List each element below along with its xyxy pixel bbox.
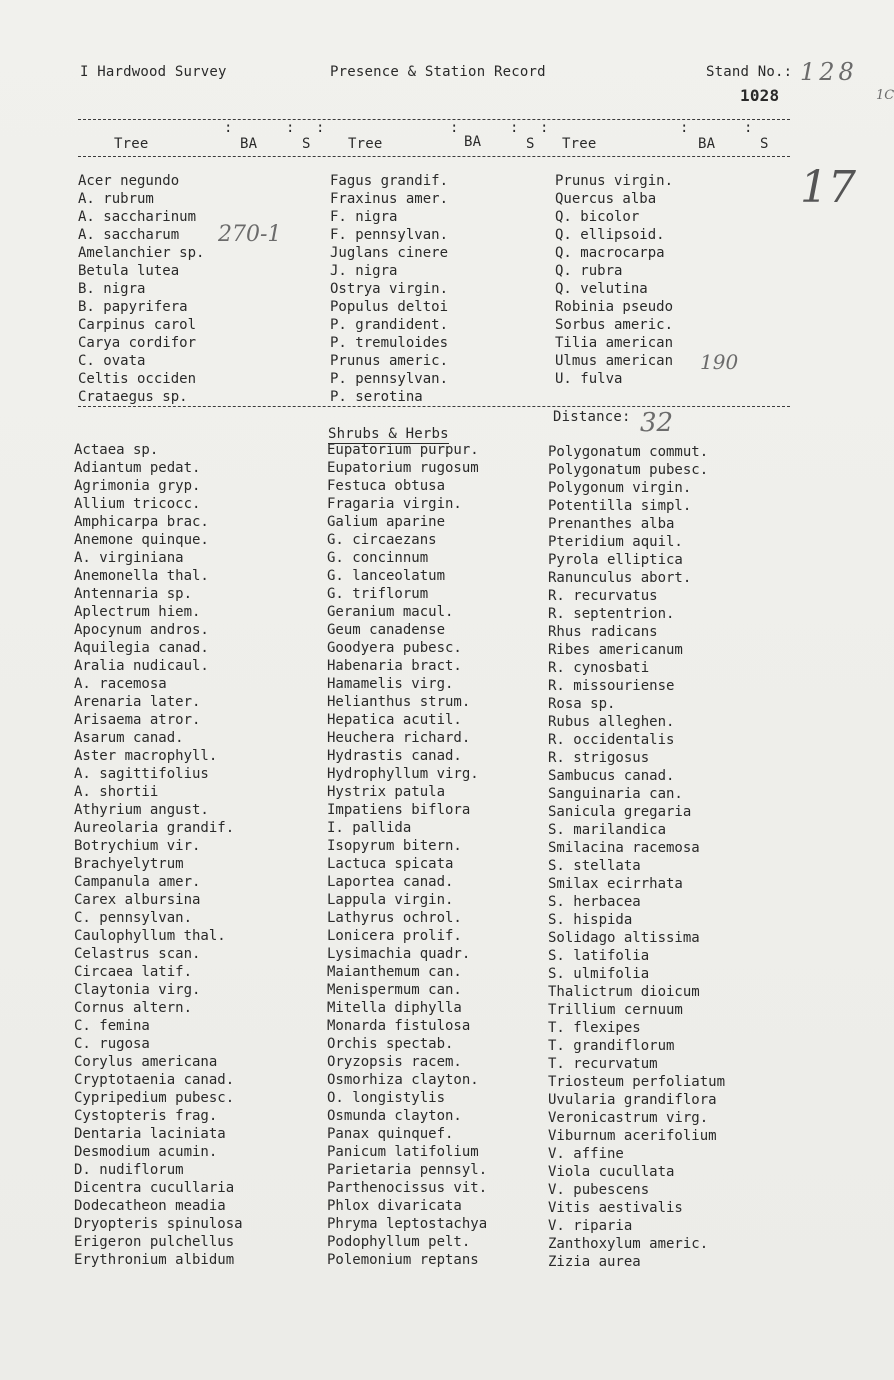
species-entry: Habenaria bract. — [327, 658, 462, 674]
species-entry: Erythronium albidum — [74, 1252, 235, 1268]
species-entry: Fagus grandif. — [330, 173, 449, 189]
species-entry: A. saccharinum — [78, 209, 197, 225]
species-entry: Carex albursina — [74, 892, 201, 908]
species-entry: T. flexipes — [548, 1020, 641, 1036]
species-entry: Uvularia grandiflora — [548, 1092, 717, 1108]
species-entry: Fragaria virgin. — [327, 496, 462, 512]
species-entry: Lappula virgin. — [327, 892, 454, 908]
species-entry: P. grandident. — [330, 317, 449, 333]
species-entry: Ulmus american — [555, 353, 674, 369]
header-colon: : — [450, 120, 459, 136]
species-entry: Polemonium reptans — [327, 1252, 479, 1268]
header-colon: : — [510, 120, 519, 136]
species-entry: Cornus altern. — [74, 1000, 193, 1016]
species-entry: Q. rubra — [555, 263, 623, 279]
header-colon: : — [744, 120, 753, 136]
species-entry: Pyrola elliptica — [548, 552, 683, 568]
species-entry: Hystrix patula — [327, 784, 446, 800]
species-entry: Caulophyllum thal. — [74, 928, 226, 944]
species-entry: Cryptotaenia canad. — [74, 1072, 235, 1088]
species-entry: Sambucus canad. — [548, 768, 675, 784]
species-entry: F. nigra — [330, 209, 398, 225]
species-entry: A. shortii — [74, 784, 159, 800]
species-entry: Hydrastis canad. — [327, 748, 462, 764]
species-entry: Maianthemum can. — [327, 964, 462, 980]
species-entry: Amphicarpa brac. — [74, 514, 209, 530]
species-entry: Galium aparine — [327, 514, 446, 530]
species-entry: Adiantum pedat. — [74, 460, 201, 476]
species-entry: Erigeron pulchellus — [74, 1234, 235, 1250]
species-entry: Sanguinaria can. — [548, 786, 683, 802]
species-entry: C. pennsylvan. — [74, 910, 193, 926]
species-entry: Festuca obtusa — [327, 478, 446, 494]
species-entry: Celastrus scan. — [74, 946, 201, 962]
species-entry: Eupatorium rugosum — [327, 460, 479, 476]
species-entry: C. ovata — [78, 353, 146, 369]
species-entry: P. tremuloides — [330, 335, 449, 351]
species-entry: C. femina — [74, 1018, 150, 1034]
species-entry: Panicum latifolium — [327, 1144, 479, 1160]
species-entry: J. nigra — [330, 263, 398, 279]
species-entry: Veronicastrum virg. — [548, 1110, 709, 1126]
species-entry: G. triflorum — [327, 586, 429, 602]
s-header-1: S — [302, 136, 311, 152]
species-entry: Prunus virgin. — [555, 173, 674, 189]
species-entry: Carya cordifor — [78, 335, 197, 351]
species-entry: Viburnum acerifolium — [548, 1128, 717, 1144]
species-entry: Dodecatheon meadia — [74, 1198, 226, 1214]
species-entry: Anemonella thal. — [74, 568, 209, 584]
species-entry: Parthenocissus vit. — [327, 1180, 488, 1196]
species-entry: I. pallida — [327, 820, 412, 836]
species-entry: S. hispida — [548, 912, 633, 928]
species-entry: Crataegus sp. — [78, 389, 188, 405]
species-entry: Pteridium aquil. — [548, 534, 683, 550]
species-entry: Fraxinus amer. — [330, 191, 449, 207]
species-entry: Tilia american — [555, 335, 674, 351]
species-entry: Heuchera richard. — [327, 730, 471, 746]
distance-label: Distance: — [553, 409, 631, 425]
species-entry: T. recurvatum — [548, 1056, 658, 1072]
species-entry: Q. bicolor — [555, 209, 640, 225]
header-colon: : — [224, 120, 233, 136]
note-ulmus: 190 — [700, 350, 739, 374]
species-entry: Hepatica acutil. — [327, 712, 462, 728]
species-entry: Solidago altissima — [548, 930, 700, 946]
species-entry: Trillium cernuum — [548, 1002, 683, 1018]
note-right-margin: 17 — [800, 162, 856, 213]
stand-label: Stand No.: — [706, 64, 793, 80]
species-entry: Osmorhiza clayton. — [327, 1072, 479, 1088]
record-title: Presence & Station Record — [330, 64, 546, 80]
species-entry: Thalictrum dioicum — [548, 984, 700, 1000]
header-colon: : — [286, 120, 295, 136]
survey-title: I Hardwood Survey — [80, 64, 227, 80]
header-colon: : — [540, 120, 549, 136]
species-entry: Arisaema atror. — [74, 712, 201, 728]
species-entry: R. cynosbati — [548, 660, 650, 676]
species-entry: Goodyera pubesc. — [327, 640, 462, 656]
species-entry: Amelanchier sp. — [78, 245, 205, 261]
species-entry: Podophyllum pelt. — [327, 1234, 471, 1250]
species-entry: Impatiens biflora — [327, 802, 471, 818]
note-acer-saccharum: 270-1 — [218, 222, 282, 247]
species-entry: Ribes americanum — [548, 642, 683, 658]
species-entry: Aplectrum hiem. — [74, 604, 201, 620]
species-entry: A. racemosa — [74, 676, 167, 692]
species-entry: G. lanceolatum — [327, 568, 446, 584]
species-entry: Allium tricocc. — [74, 496, 201, 512]
species-entry: Q. macrocarpa — [555, 245, 665, 261]
species-entry: R. recurvatus — [548, 588, 658, 604]
species-entry: Polygonum virgin. — [548, 480, 692, 496]
species-entry: Lactuca spicata — [327, 856, 454, 872]
species-entry: A. rubrum — [78, 191, 154, 207]
header-colon: : — [316, 120, 325, 136]
species-entry: O. longistylis — [327, 1090, 446, 1106]
species-entry: R. occidentalis — [548, 732, 675, 748]
rule-header-bottom — [78, 156, 790, 157]
species-entry: Desmodium acumin. — [74, 1144, 218, 1160]
species-entry: Campanula amer. — [74, 874, 201, 890]
species-entry: R. strigosus — [548, 750, 650, 766]
ba-header-1: BA — [240, 136, 258, 152]
species-entry: Polygonatum commut. — [548, 444, 709, 460]
ba-header-3: BA — [698, 136, 716, 152]
species-entry: Vitis aestivalis — [548, 1200, 683, 1216]
species-entry: Cypripedium pubesc. — [74, 1090, 235, 1106]
species-entry: Prunus americ. — [330, 353, 449, 369]
species-entry: A. sagittifolius — [74, 766, 209, 782]
tree-header-3: Tree — [562, 136, 597, 152]
species-entry: Q. ellipsoid. — [555, 227, 665, 243]
species-entry: Isopyrum bitern. — [327, 838, 462, 854]
species-entry: Robinia pseudo — [555, 299, 674, 315]
species-entry: Botrychium vir. — [74, 838, 201, 854]
species-entry: Zanthoxylum americ. — [548, 1236, 709, 1252]
species-entry: Osmunda clayton. — [327, 1108, 462, 1124]
species-entry: Asarum canad. — [74, 730, 184, 746]
species-entry: U. fulva — [555, 371, 623, 387]
species-entry: Aureolaria grandif. — [74, 820, 235, 836]
species-entry: Eupatorium purpur. — [327, 442, 479, 458]
species-entry: B. nigra — [78, 281, 146, 297]
species-entry: Antennaria sp. — [74, 586, 193, 602]
species-entry: V. affine — [548, 1146, 624, 1162]
species-entry: T. grandiflorum — [548, 1038, 675, 1054]
species-entry: P. serotina — [330, 389, 423, 405]
species-entry: Aster macrophyll. — [74, 748, 218, 764]
species-entry: S. marilandica — [548, 822, 667, 838]
species-entry: Athyrium angust. — [74, 802, 209, 818]
species-entry: Helianthus strum. — [327, 694, 471, 710]
species-entry: C. rugosa — [74, 1036, 150, 1052]
species-entry: Brachyelytrum — [74, 856, 184, 872]
rule-section — [78, 406, 790, 407]
species-entry: Q. velutina — [555, 281, 648, 297]
species-entry: Potentilla simpl. — [548, 498, 692, 514]
species-entry: Mitella diphylla — [327, 1000, 462, 1016]
species-entry: Prenanthes alba — [548, 516, 675, 532]
species-entry: S. ulmifolia — [548, 966, 650, 982]
species-entry: Hamamelis virg. — [327, 676, 454, 692]
tree-header-1: Tree — [114, 136, 149, 152]
species-entry: Smilacina racemosa — [548, 840, 700, 856]
stand-handwritten: 128 — [800, 58, 858, 86]
species-entry: Zizia aurea — [548, 1254, 641, 1270]
species-entry: Carpinus carol — [78, 317, 197, 333]
species-entry: R. missouriense — [548, 678, 675, 694]
species-entry: Hydrophyllum virg. — [327, 766, 479, 782]
species-entry: Arenaria later. — [74, 694, 201, 710]
species-entry: Rhus radicans — [548, 624, 658, 640]
species-entry: Smilax ecirrhata — [548, 876, 683, 892]
species-entry: Laportea canad. — [327, 874, 454, 890]
species-entry: Celtis occiden — [78, 371, 197, 387]
species-entry: G. circaezans — [327, 532, 437, 548]
species-entry: Anemone quinque. — [74, 532, 209, 548]
species-entry: Cystopteris frag. — [74, 1108, 218, 1124]
species-entry: Quercus alba — [555, 191, 657, 207]
ba-header-2: BA — [464, 134, 482, 150]
species-entry: A. virginiana — [74, 550, 184, 566]
species-entry: B. papyrifera — [78, 299, 188, 315]
species-entry: Panax quinquef. — [327, 1126, 454, 1142]
species-entry: Aquilegia canad. — [74, 640, 209, 656]
species-entry: Geum canadense — [327, 622, 446, 638]
s-header-2: S — [526, 136, 535, 152]
species-entry: Sanicula gregaria — [548, 804, 692, 820]
species-entry: Viola cucullata — [548, 1164, 675, 1180]
species-entry: Menispermum can. — [327, 982, 462, 998]
margin-mark: 1C — [876, 88, 894, 103]
species-entry: Agrimonia gryp. — [74, 478, 201, 494]
species-entry: Acer negundo — [78, 173, 180, 189]
species-entry: Dryopteris spinulosa — [74, 1216, 243, 1232]
species-entry: Parietaria pennsyl. — [327, 1162, 488, 1178]
species-entry: Apocynum andros. — [74, 622, 209, 638]
species-entry: S. stellata — [548, 858, 641, 874]
species-entry: Circaea latif. — [74, 964, 193, 980]
species-entry: D. nudiflorum — [74, 1162, 184, 1178]
species-entry: Betula lutea — [78, 263, 180, 279]
species-entry: Ostrya virgin. — [330, 281, 449, 297]
species-entry: V. pubescens — [548, 1182, 650, 1198]
species-entry: Sorbus americ. — [555, 317, 674, 333]
species-entry: P. pennsylvan. — [330, 371, 449, 387]
species-entry: Ranunculus abort. — [548, 570, 692, 586]
species-entry: Phryma leptostachya — [327, 1216, 488, 1232]
species-entry: Polygonatum pubesc. — [548, 462, 709, 478]
species-entry: R. septentrion. — [548, 606, 675, 622]
species-entry: Triosteum perfoliatum — [548, 1074, 726, 1090]
header-colon: : — [680, 120, 689, 136]
species-entry: V. riparia — [548, 1218, 633, 1234]
species-entry: Actaea sp. — [74, 442, 159, 458]
species-entry: Orchis spectab. — [327, 1036, 454, 1052]
species-entry: Phlox divaricata — [327, 1198, 462, 1214]
species-entry: Monarda fistulosa — [327, 1018, 471, 1034]
species-entry: Rubus alleghen. — [548, 714, 675, 730]
species-entry: Claytonia virg. — [74, 982, 201, 998]
species-entry: G. concinnum — [327, 550, 429, 566]
species-entry: Geranium macul. — [327, 604, 454, 620]
species-entry: Dentaria laciniata — [74, 1126, 226, 1142]
species-entry: Oryzopsis racem. — [327, 1054, 462, 1070]
tree-header-2: Tree — [348, 136, 383, 152]
species-entry: Lysimachia quadr. — [327, 946, 471, 962]
species-entry: Juglans cinere — [330, 245, 449, 261]
species-entry: S. latifolia — [548, 948, 650, 964]
shrubs-header: Shrubs & Herbs — [328, 426, 449, 442]
distance-value: 32 — [640, 408, 674, 438]
species-entry: Rosa sp. — [548, 696, 616, 712]
species-entry: Dicentra cucullaria — [74, 1180, 235, 1196]
stand-typed: 1028 — [740, 86, 780, 105]
species-entry: Aralia nudicaul. — [74, 658, 209, 674]
species-entry: S. herbacea — [548, 894, 641, 910]
species-entry: Lonicera prolif. — [327, 928, 462, 944]
species-entry: Corylus americana — [74, 1054, 218, 1070]
species-entry: F. pennsylvan. — [330, 227, 449, 243]
s-header-3: S — [760, 136, 769, 152]
species-entry: A. saccharum — [78, 227, 180, 243]
species-entry: Lathyrus ochrol. — [327, 910, 462, 926]
species-entry: Populus deltoi — [330, 299, 449, 315]
